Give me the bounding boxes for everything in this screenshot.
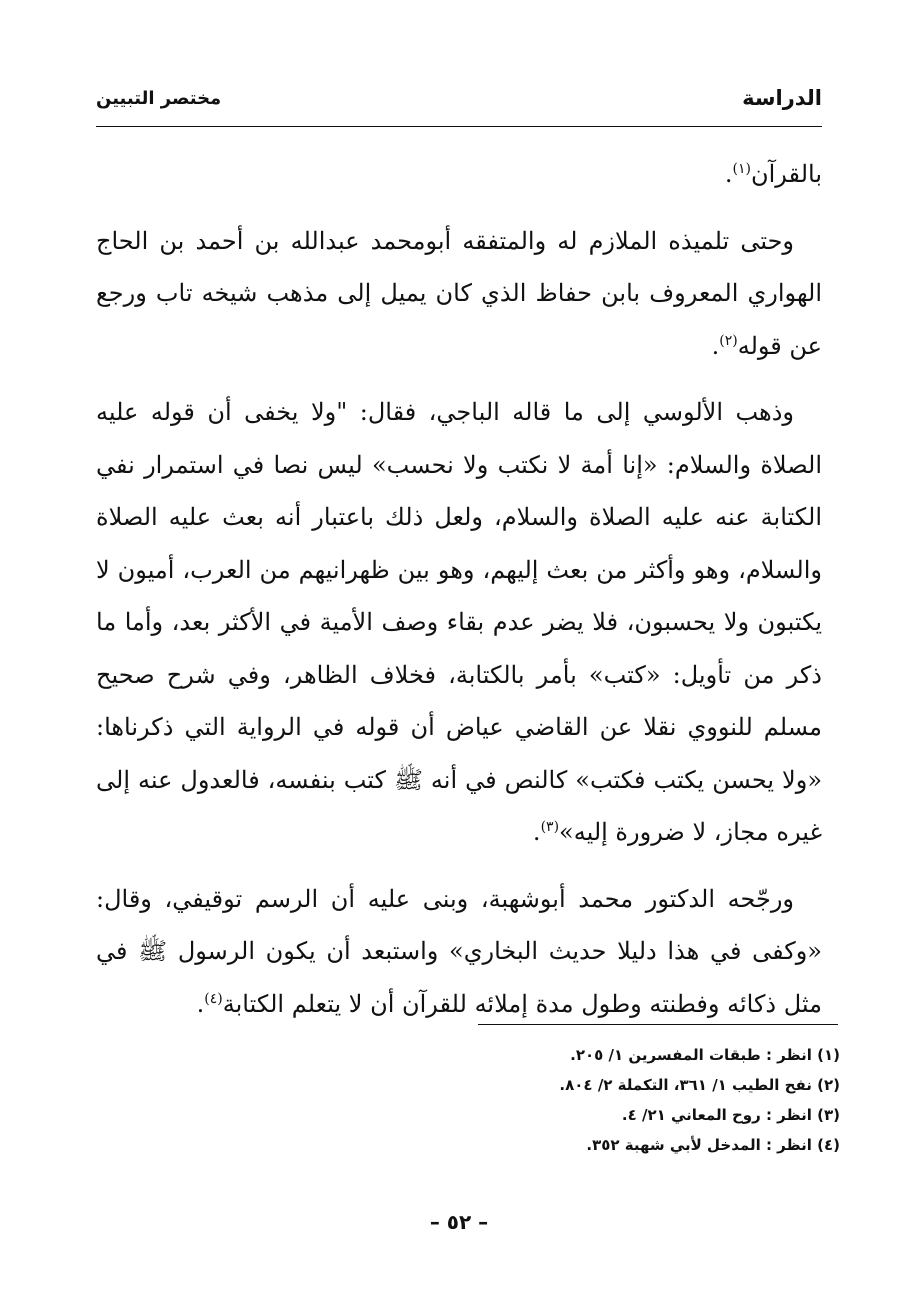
footnote-ref-4: (٤) [204, 990, 223, 1007]
paragraph-end: . [196, 989, 205, 1018]
paragraph-end: . [711, 331, 720, 360]
running-header [96, 86, 822, 127]
footnote-1: (١) انظر : طبقات المفسرين ١/ ٢٠٥. [570, 1046, 840, 1064]
paragraph-end: . [724, 160, 733, 188]
footnote-4: (٤) انظر : المدخل لأبي شهبة ٣٥٢. [586, 1136, 840, 1154]
footnote-ref-3: (٣) [540, 819, 560, 835]
paragraph-1 [96, 148, 822, 201]
section-title: الدراسة [742, 86, 822, 110]
main-text [96, 148, 822, 1044]
paragraph-end: . [532, 818, 541, 846]
footnote-ref-1: (١) [732, 161, 752, 177]
paragraph-text: وحتى تلميذه الملازم له والمتفقه أبومحمد عبدالله بن أحمد بن الحاج الهواري المعروف بابن حفاظ الذي كان يميل إلى مذهب شيخه تاب ورجع عن قوله [96, 226, 822, 360]
paragraph-text: بالقرآن [751, 160, 822, 188]
paragraph-4 [96, 873, 822, 1031]
book-title: مختصر التبيين [96, 88, 222, 109]
paragraph-text: وذهب الألوسي إلى ما قاله الباجي، فقال: "ولا يخفى أن قوله عليه الصلاة والسلام: «إنا أمة لا نكتب ولا نحسب» ليس نصا في استمرار نفي الكتابة عنه عليه الصلاة والسلام، ولعل ذلك باعتبار أنه بعث عليه الصلاة والسلام، وهو وأكثر من بعث إليهم، وهو بين ظهرانيهم من العرب، أميون لا يكتبون ولا يحسبون، فلا يضر عدم بقاء وصف الأمية في الأكثر بعد، وأما ما ذكر من تأويل: «كتب» بأمر بالكتابة، فخلاف الظاهر، وفي شرح صحيح مسلم للنووي نقلا عن القاضي عياض أن قوله في الرواية التي ذكرناها: «ولا يحسن يكتب فكتب» كالنص في أنه ﷺ كتب بنفسه، فالعدول عنه إلى غيره مجاز، لا ضرورة إليه» [96, 398, 822, 846]
page-number: – ٥٢ – [429, 1210, 489, 1234]
paragraph-2 [96, 215, 822, 373]
footnote-2: (٢) نفح الطيب ١/ ٣٦١، التكملة ٢/ ٨٠٤. [559, 1076, 840, 1094]
footnote-ref-2: (٢) [719, 332, 738, 349]
footnote-separator [478, 1024, 838, 1025]
paragraph-text: ورجّحه الدكتور محمد أبوشهبة، وبنى عليه أن الرسم توقيفي، وقال: «وكفى في هذا دليلا حديث البخاري» واستبعد أن يكون الرسول ﷺ في مثل ذكائه وفطنته وطول مدة إملائه للقرآن أن لا يتعلم الكتابة [96, 884, 822, 1018]
footnote-3: (٣) انظر : روح المعاني ٢١/ ٤. [621, 1106, 840, 1124]
paragraph-3 [96, 386, 822, 859]
footnotes [96, 1040, 840, 1160]
